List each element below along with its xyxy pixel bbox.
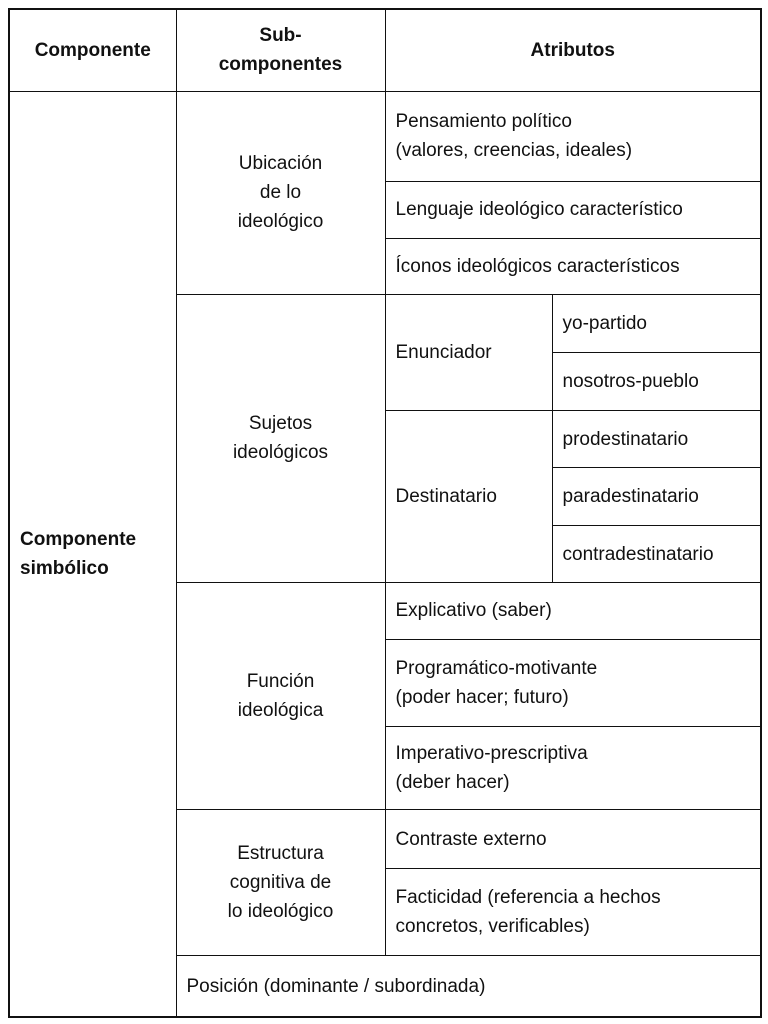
attr-explicativo: Explicativo (saber) bbox=[385, 582, 761, 639]
componente-line2: simbólico bbox=[20, 557, 109, 579]
estructura-line3: lo ideológico bbox=[227, 901, 334, 923]
destinatario-item: paradestinatario bbox=[552, 468, 761, 526]
sub-sujetos bbox=[176, 295, 385, 583]
destinatario-item: prodestinatario bbox=[552, 411, 761, 468]
facticidad-line1: Facticidad (referencia a hechos bbox=[395, 887, 661, 909]
estructura-line2: cognitiva de bbox=[229, 872, 332, 894]
imperativo-line2: (deber hacer) bbox=[395, 771, 510, 793]
pensamiento-line1: Pensamiento político bbox=[395, 111, 572, 133]
enunciador-item: nosotros-pueblo bbox=[552, 353, 761, 411]
posicion-cell: Posición (dominante / subordinada) bbox=[176, 956, 761, 1017]
header-subcomponentes-line2: componentes bbox=[218, 54, 343, 76]
header-subcomponentes-line1: Sub- bbox=[259, 25, 302, 47]
destinatario-item: contradestinatario bbox=[552, 526, 761, 582]
header-componente bbox=[9, 9, 176, 91]
pensamiento-line2: (valores, creencias, ideales) bbox=[395, 140, 633, 162]
sub-funcion bbox=[176, 582, 385, 809]
sub-estructura bbox=[176, 810, 385, 956]
attr-pensamiento-politico bbox=[385, 91, 761, 181]
sujetos-line1: Sujetos bbox=[248, 413, 313, 435]
attr-programatico bbox=[385, 639, 761, 726]
facticidad-line2: concretos, verificables) bbox=[395, 916, 590, 938]
attr-destinatario: Destinatario bbox=[385, 411, 552, 582]
enunciador-item: yo-partido bbox=[552, 295, 761, 353]
attr-facticidad bbox=[385, 869, 761, 956]
symbolic-component-table bbox=[8, 8, 762, 1018]
table-row bbox=[9, 91, 761, 181]
ubicacion-line3: ideológico bbox=[237, 211, 324, 233]
ubicacion-line1: Ubicación bbox=[238, 153, 323, 175]
programatico-line2: (poder hacer; futuro) bbox=[395, 686, 569, 708]
header-row bbox=[9, 9, 761, 91]
attr-imperativo bbox=[385, 726, 761, 809]
componente-line1: Componente bbox=[20, 528, 137, 550]
componente-simbolico-cell bbox=[9, 91, 176, 1017]
header-componente-text: Componente bbox=[34, 39, 151, 61]
header-atributos-text: Atributos bbox=[530, 39, 615, 61]
imperativo-line1: Imperativo-prescriptiva bbox=[395, 742, 588, 764]
attr-contraste-externo: Contraste externo bbox=[385, 810, 761, 869]
header-atributos bbox=[385, 9, 761, 91]
ubicacion-line2: de lo bbox=[259, 182, 302, 204]
sub-ubicacion bbox=[176, 91, 385, 294]
attr-lenguaje-ideologico: Lenguaje ideológico característico bbox=[385, 181, 761, 238]
funcion-line1: Función bbox=[246, 670, 315, 692]
estructura-line1: Estructura bbox=[237, 843, 324, 865]
funcion-line2: ideológica bbox=[237, 699, 324, 721]
attr-iconos-ideologicos: Íconos ideológicos característicos bbox=[385, 238, 761, 294]
attr-enunciador: Enunciador bbox=[385, 295, 552, 411]
header-subcomponentes bbox=[176, 9, 385, 91]
sujetos-line2: ideológicos bbox=[232, 442, 329, 464]
programatico-line1: Programático-motivante bbox=[395, 657, 598, 679]
